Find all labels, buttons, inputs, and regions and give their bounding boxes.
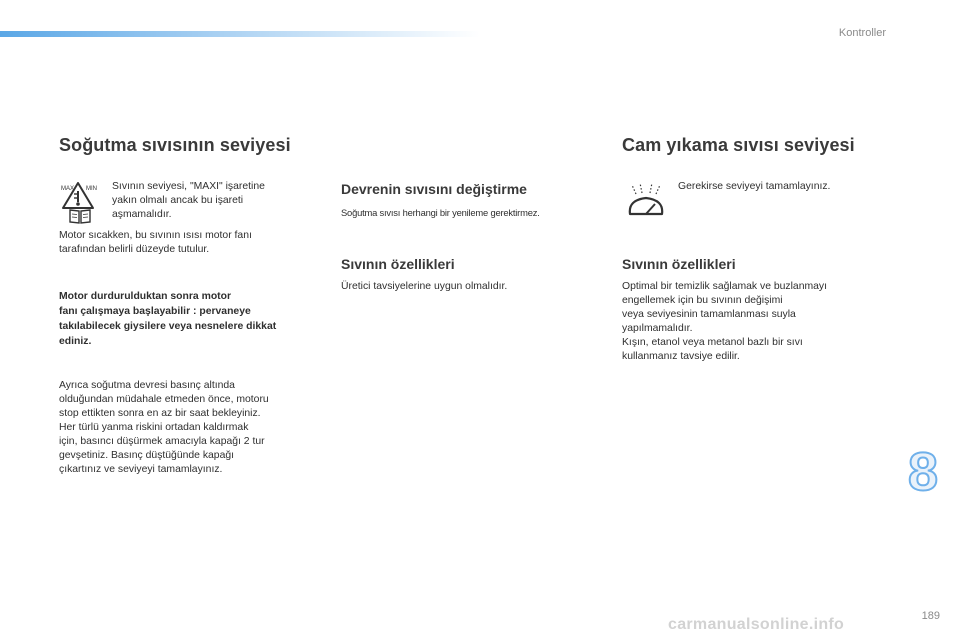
fluid-properties-text: Üretici tavsiyelerine uygun olmalıdır. <box>341 281 508 292</box>
pressure-instructions-text: Ayrıca soğutma devresi basınç altında olduğundan müdahale etmeden önce, motoru stop ettikten sonra en az bir saat bekleyiniz. Her türlü yanma riskini ortadan kaldırmak için, basıncı düşürmek amacıyla kapağı 2 tur gevşetiniz. Basınç düştüğünde kapağı çıkartınız ve seviyeyi tamamlayınız. <box>59 380 269 475</box>
coolant-icon-note: Sıvının seviyesi, "MAXI" işaretine yakın olmalı ancak bu işareti aşmamalıdır. <box>112 181 265 220</box>
svg-text:MIN: MIN <box>86 186 97 192</box>
watermark: carmanualsonline.info <box>668 616 845 633</box>
washer-properties-title: Sıvının özellikleri <box>622 256 736 272</box>
washer-icon-note: Gerekirse seviyeyi tamamlayınız. <box>678 181 831 192</box>
svg-text:MAX: MAX <box>61 186 75 192</box>
manual-book-icon <box>68 208 92 224</box>
washer-properties-text: Optimal bir temizlik sağlamak ve buzlanmayı engellemek için bu sıvının değişimi veya seviyesinin tamamlanması suyla yapılmamalıdır. Kışın, etanol veya metanol bazlı bir sıvı kullanmanız tavsiye edilir. <box>622 281 827 362</box>
coolant-level-title: Soğutma sıvısının seviyesi <box>59 135 291 155</box>
header-accent-bar <box>0 31 480 37</box>
fan-warning-text: Motor durdurulduktan sonra motor fanı çalışmaya başlayabilir : pervaneye takılabilecek giysilere veya nesnelere dikkat ediniz. <box>59 291 277 347</box>
fluid-change-title: Devrenin sıvısını değiştirme <box>341 181 527 197</box>
coolant-hot-engine-text: Motor sıcakken, bu sıvının ısısı motor fanı tarafından belirli düzeyde tutulur. <box>59 230 252 255</box>
chapter-number: 8 <box>907 442 938 502</box>
washer-level-title: Cam yıkama sıvısı seviyesi <box>622 135 855 155</box>
section-label: Kontroller <box>838 27 886 39</box>
fluid-properties-title: Sıvının özellikleri <box>341 256 455 272</box>
fluid-change-text: Soğutma sıvısı herhangi bir yenileme gerektirmez. <box>341 207 540 218</box>
windscreen-washer-icon <box>624 180 668 220</box>
page-number: 189 <box>921 610 940 622</box>
